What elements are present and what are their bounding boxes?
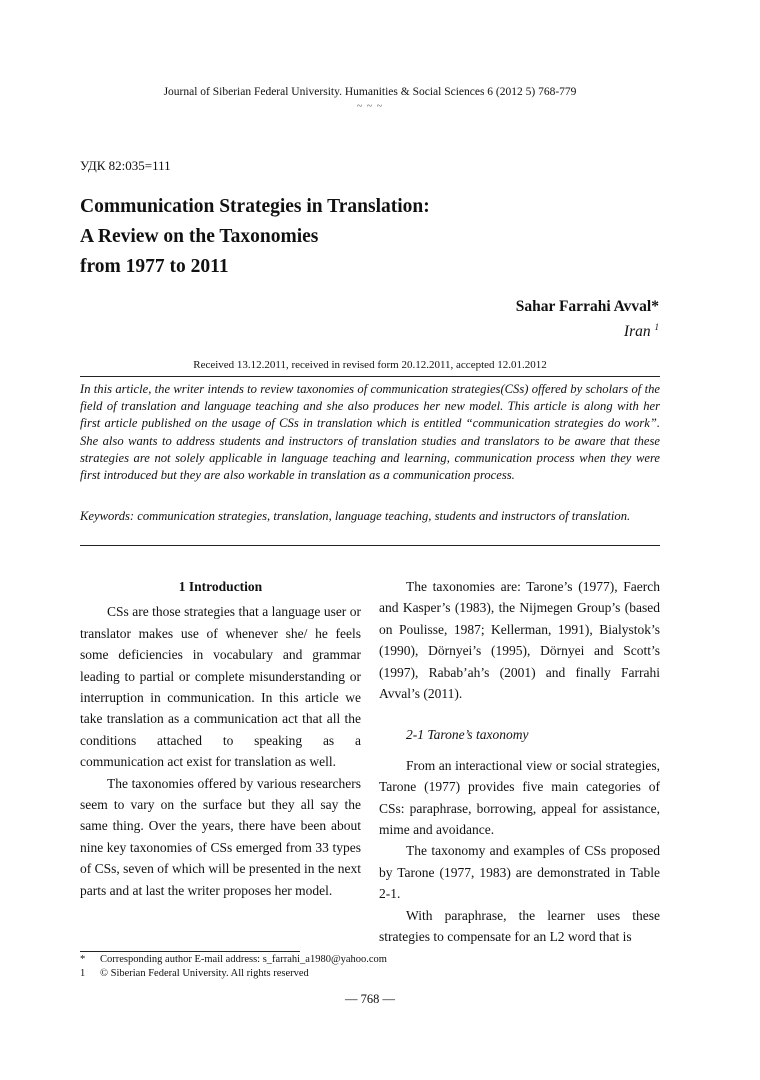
tarone-paragraph-3: With paraphrase, the learner uses these strategies to compensate for an L2 word that is xyxy=(379,907,660,945)
author-name: Sahar Farrahi Avval* xyxy=(515,298,659,315)
footnote-text: © Siberian Federal University. All rights reserved xyxy=(100,968,309,979)
abstract: In this article, the writer intends to review taxonomies of communication strategies(CSs) offered by scholars of the field of translation and language teaching and she also produces her new model. This article is along with her first article published on the usage of CSs in translation which is entitled “communication strategies do work”. She also wants to address students and instructors of translation studies and translators to be aware that these strategies are not solely applicable in language teaching and learning, communication process when they were first introduced but they are also workable in translation as a communication process. xyxy=(80,382,660,483)
section-heading-introduction: 1 Introduction xyxy=(178,579,263,594)
footnote-rule xyxy=(80,951,300,952)
journal-header: Journal of Siberian Federal University. Humanities & Social Sciences 6 (2012 5) 768-779 xyxy=(163,86,577,98)
title-line-1: Communication Strategies in Translation: xyxy=(80,196,430,217)
footnote xyxy=(80,967,387,981)
footnote xyxy=(80,953,387,967)
footnote-text: Corresponding author E-mail address: s_farrahi_a1980@yahoo.com xyxy=(100,954,387,965)
header-ornament: ~ ~ ~ xyxy=(356,101,384,112)
article-title xyxy=(80,192,640,282)
tarone-paragraph-2: The taxonomy and examples of CSs proposed by Tarone (1977, 1983) are demonstrated in Table 2-1. xyxy=(379,843,660,902)
author-country: Iran xyxy=(623,323,651,341)
subheading-tarone: 2-1 Tarone’s taxonomy xyxy=(406,727,529,743)
intro-paragraph-2: The taxonomies offered by various researchers seem to vary on the surface but they all say the same thing. Over the years, there have been about nine key taxonomies of CSs emerged from 33 types of CSs, seven of which will be presented in the next parts and at last the writer proposes her model. xyxy=(80,775,361,898)
received-dates: Received 13.12.2011, received in revised form 20.12.2011, accepted 12.01.2012 xyxy=(193,359,547,371)
abstract-bottom-rule xyxy=(80,545,660,546)
udk-code: УДК 82:035=111 xyxy=(80,158,171,173)
footnote-mark: * xyxy=(80,954,86,965)
intro-paragraph-1: CSs are those strategies that a language user or translator makes use of whenever she/ he feels some deficiencies in vocabulary and grammar leading to partial or complete misunderstanding or interruption in communication. In this article we take translation as a communication act that all the conditions attached to speaking as a communication act exist for translation as well. xyxy=(80,604,361,770)
right-column xyxy=(379,576,660,948)
abstract-top-rule xyxy=(80,376,660,377)
author-country-line xyxy=(516,317,659,342)
footnote-mark: 1 xyxy=(80,968,86,979)
tarone-paragraph-1: From an interactional view or social strategies, Tarone (1977) provides five main categories of CSs: paraphrase, borrowing, appeal for assistance, mime and avoidance. xyxy=(379,757,660,838)
author-block xyxy=(516,296,659,342)
left-column xyxy=(80,576,361,901)
title-line-2: A Review on the Taxonomies xyxy=(80,226,319,247)
taxonomies-paragraph: The taxonomies are: Tarone’s (1977), Faerch and Kasper’s (1983), the Nijmegen Group’s (based on Poulisse, 1987; Kellerman, 1991), Bialystok’s (1990), Dörnyei’s (1995), Dörnyei and Scott’s (1997), Rabab’ah’s (2001) and finally Farrahi Avval’s (2011). xyxy=(379,579,660,702)
title-line-3: from 1977 to 2011 xyxy=(80,256,229,277)
footnotes xyxy=(80,953,387,981)
affiliation-mark: 1 xyxy=(654,322,659,332)
keywords: Keywords: communication strategies, translation, language teaching, students and instructors of translation. xyxy=(80,509,631,523)
page-number: — 768 — xyxy=(345,992,395,1006)
